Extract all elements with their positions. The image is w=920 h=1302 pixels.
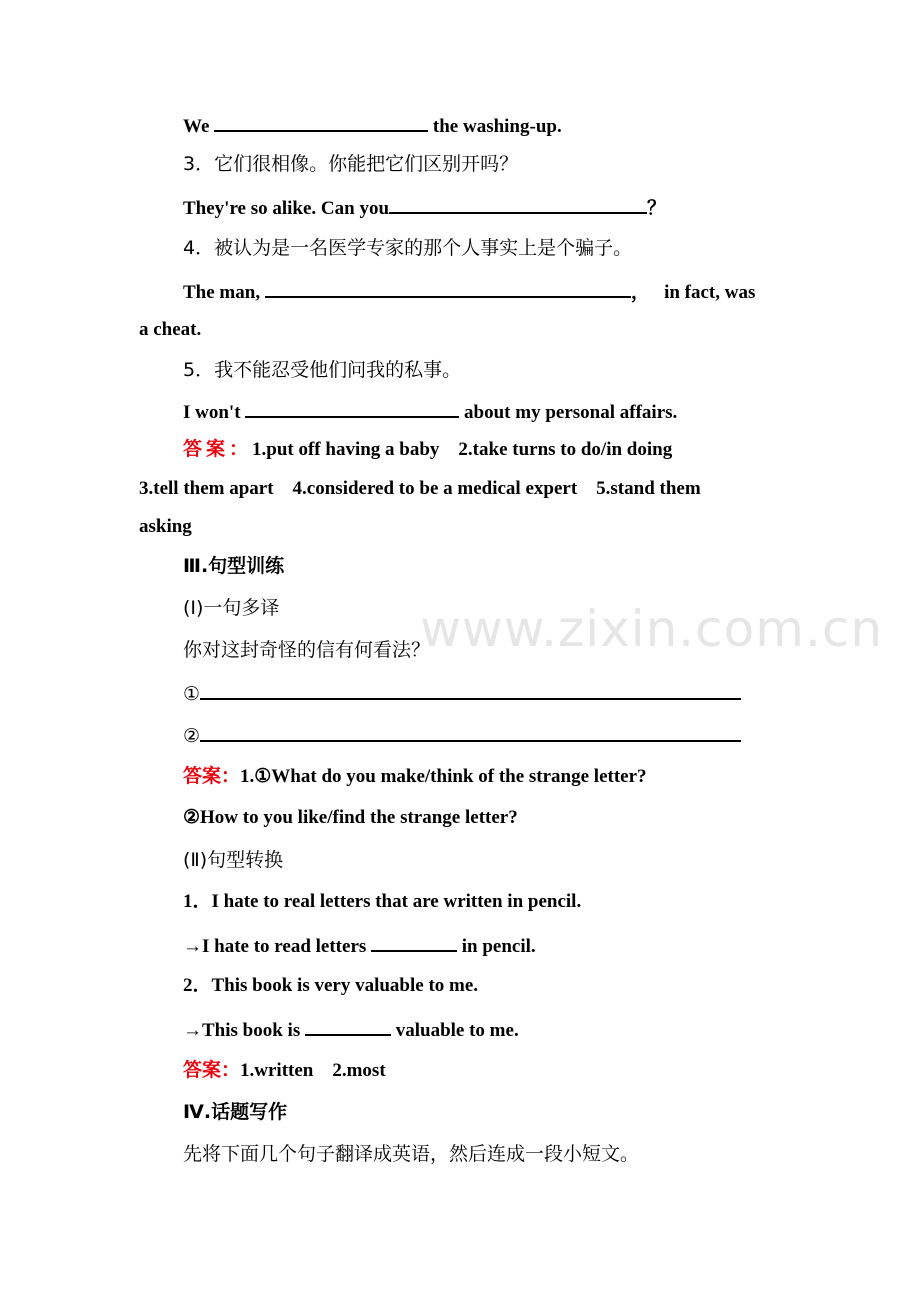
part-1-answer-line-2: ②How to you like/find the strange letter?	[183, 807, 518, 828]
watermark: www.zixin.com.cn	[420, 600, 884, 658]
answer-label: 答案：	[183, 1059, 241, 1081]
transform-2-prefix: →This book is	[183, 1020, 301, 1041]
part-1-answer-line-1	[183, 764, 647, 789]
translation-line-1	[183, 680, 741, 707]
answer-blank[interactable]	[305, 1016, 391, 1036]
transform-2-suffix: valuable to me.	[395, 1020, 519, 1041]
part-2-answer-text: 1.written 2.most	[240, 1060, 386, 1081]
section-4-heading: Ⅳ.话题写作	[183, 1101, 288, 1123]
answer-blank[interactable]	[214, 112, 428, 132]
q4-suffix: ， in fact, was	[630, 282, 756, 303]
part-2-title: (Ⅱ)句型转换	[183, 849, 284, 871]
question-3-english	[183, 194, 666, 221]
answer-blank[interactable]	[200, 722, 741, 742]
part-1-title: (Ⅰ)一句多译	[183, 597, 280, 619]
answer-text-1: 1.put off having a baby 2.take turns to do/in doing	[252, 439, 673, 460]
answer-line-1	[183, 437, 782, 462]
we-suffix: the washing-up.	[432, 116, 562, 137]
answer-line-2: 3.tell them apart 4.considered to be a medical expert 5.stand them	[139, 478, 701, 499]
transform-1-prefix: →I hate to read letters	[183, 936, 367, 957]
q5-prefix: I won't	[183, 402, 241, 423]
answer-label: 答案：	[183, 438, 253, 460]
question-4-english-cont: a cheat.	[139, 319, 202, 340]
part-2-question-2: 2．This book is very valuable to me.	[183, 975, 479, 996]
section-4-instruction: 先将下面几个句子翻译成英语，然后连成一段小短文。	[183, 1143, 640, 1165]
question-4-english	[183, 278, 755, 305]
question-5-english	[183, 398, 677, 425]
answer-blank[interactable]	[371, 932, 457, 952]
answer-blank[interactable]	[389, 194, 647, 214]
answer-blank[interactable]	[200, 680, 741, 700]
part-2-question-1: 1．I hate to real letters that are written in pencil.	[183, 891, 582, 912]
answer-line-3: asking	[139, 516, 192, 537]
part-2-answer	[183, 1058, 386, 1083]
part-2-transform-2	[183, 1016, 519, 1043]
part-1-prompt: 你对这封奇怪的信有何看法？	[183, 639, 431, 661]
q3-suffix: ？	[647, 198, 667, 219]
we-prefix: We	[183, 116, 210, 137]
transform-1-suffix: in pencil.	[461, 936, 536, 957]
part-1-answer-1: 1.①What do you make/think of the strange letter?	[240, 766, 647, 787]
question-3-chinese: 3．它们很相像。你能把它们区别开吗？	[183, 153, 519, 175]
answer-label: 答案：	[183, 765, 241, 787]
q3-prefix: They're so alike. Can you	[183, 198, 390, 219]
answer-blank[interactable]	[245, 398, 459, 418]
question-4-chinese: 4．被认为是一名医学专家的那个人事实上是个骗子。	[183, 237, 633, 259]
q4-prefix: The man,	[183, 282, 261, 303]
part-2-transform-1	[183, 932, 536, 959]
exercise-line-we	[183, 112, 562, 139]
answer-blank[interactable]	[265, 278, 631, 298]
circle-two-marker: ②	[183, 725, 201, 747]
translation-line-2	[183, 722, 741, 749]
q5-suffix: about my personal affairs.	[464, 402, 678, 423]
circle-one-marker: ①	[183, 683, 201, 705]
section-3-heading: Ⅲ.句型训练	[183, 555, 285, 577]
question-5-chinese: 5．我不能忍受他们问我的私事。	[183, 359, 462, 381]
